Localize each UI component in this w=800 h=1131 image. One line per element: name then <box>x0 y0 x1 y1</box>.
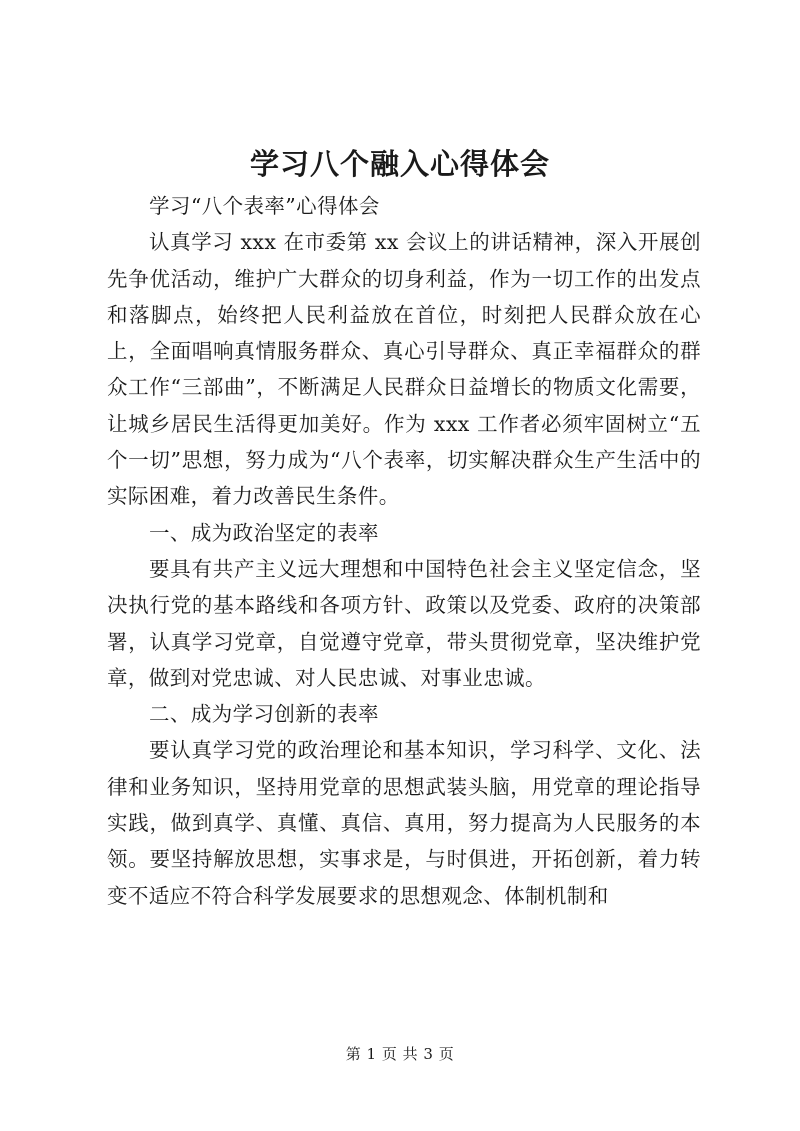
section-heading-2: 二、成为学习创新的表率 <box>149 702 379 727</box>
intro-paragraph: 认真学习 xxx 在市委第 xx 会议上的讲话精神，深入开展创先争优活动，维护广大群众的切身利益，作为一切工作的出发点和落脚点，始终把人民利益放在首位，时刻把人民群众放在心上，全面唱响真情服务群众、真心引导群众、真正幸福群众的群众工作“三部曲”，不断满足人民群众日益增长的物质文化需要，让城乡居民生活得更加美好。作为 xxx 工作者必须牢固树立“五个一切”思想，努力成为“八个表率，切实解决群众生产生活中的实际困难，着力改善民生条件。 <box>107 230 701 509</box>
document-title: 学习八个融入心得体会 <box>249 147 550 181</box>
section-1-paragraph: 要具有共产主义远大理想和中国特色社会主义坚定信念，坚决执行党的基本路线和各项方针、政策以及党委、政府的决策部署，认真学习党章，自觉遵守党章，带头贯彻党章，坚决维护党章，做到对党忠诚、对人民忠诚、对事业忠诚。 <box>107 556 701 690</box>
page-footer: 第 1 页 共 3 页 <box>345 1045 455 1063</box>
section-heading-1: 一、成为政治坚定的表率 <box>149 520 379 545</box>
document-body <box>107 188 701 914</box>
section-2-paragraph: 要认真学习党的政治理论和基本知识，学习科学、文化、法律和业务知识，坚持用党章的思想武装头脑，用党章的理论指导实践，做到真学、真懂、真信、真用，努力提高为人民服务的本领。要坚持解放思想，实事求是，与时俱进，开拓创新，着力转变不适应不符合科学发展要求的思想观念、体制机制和 <box>107 738 701 908</box>
subtitle-paragraph: 学习“八个表率”心得体会 <box>149 194 380 218</box>
